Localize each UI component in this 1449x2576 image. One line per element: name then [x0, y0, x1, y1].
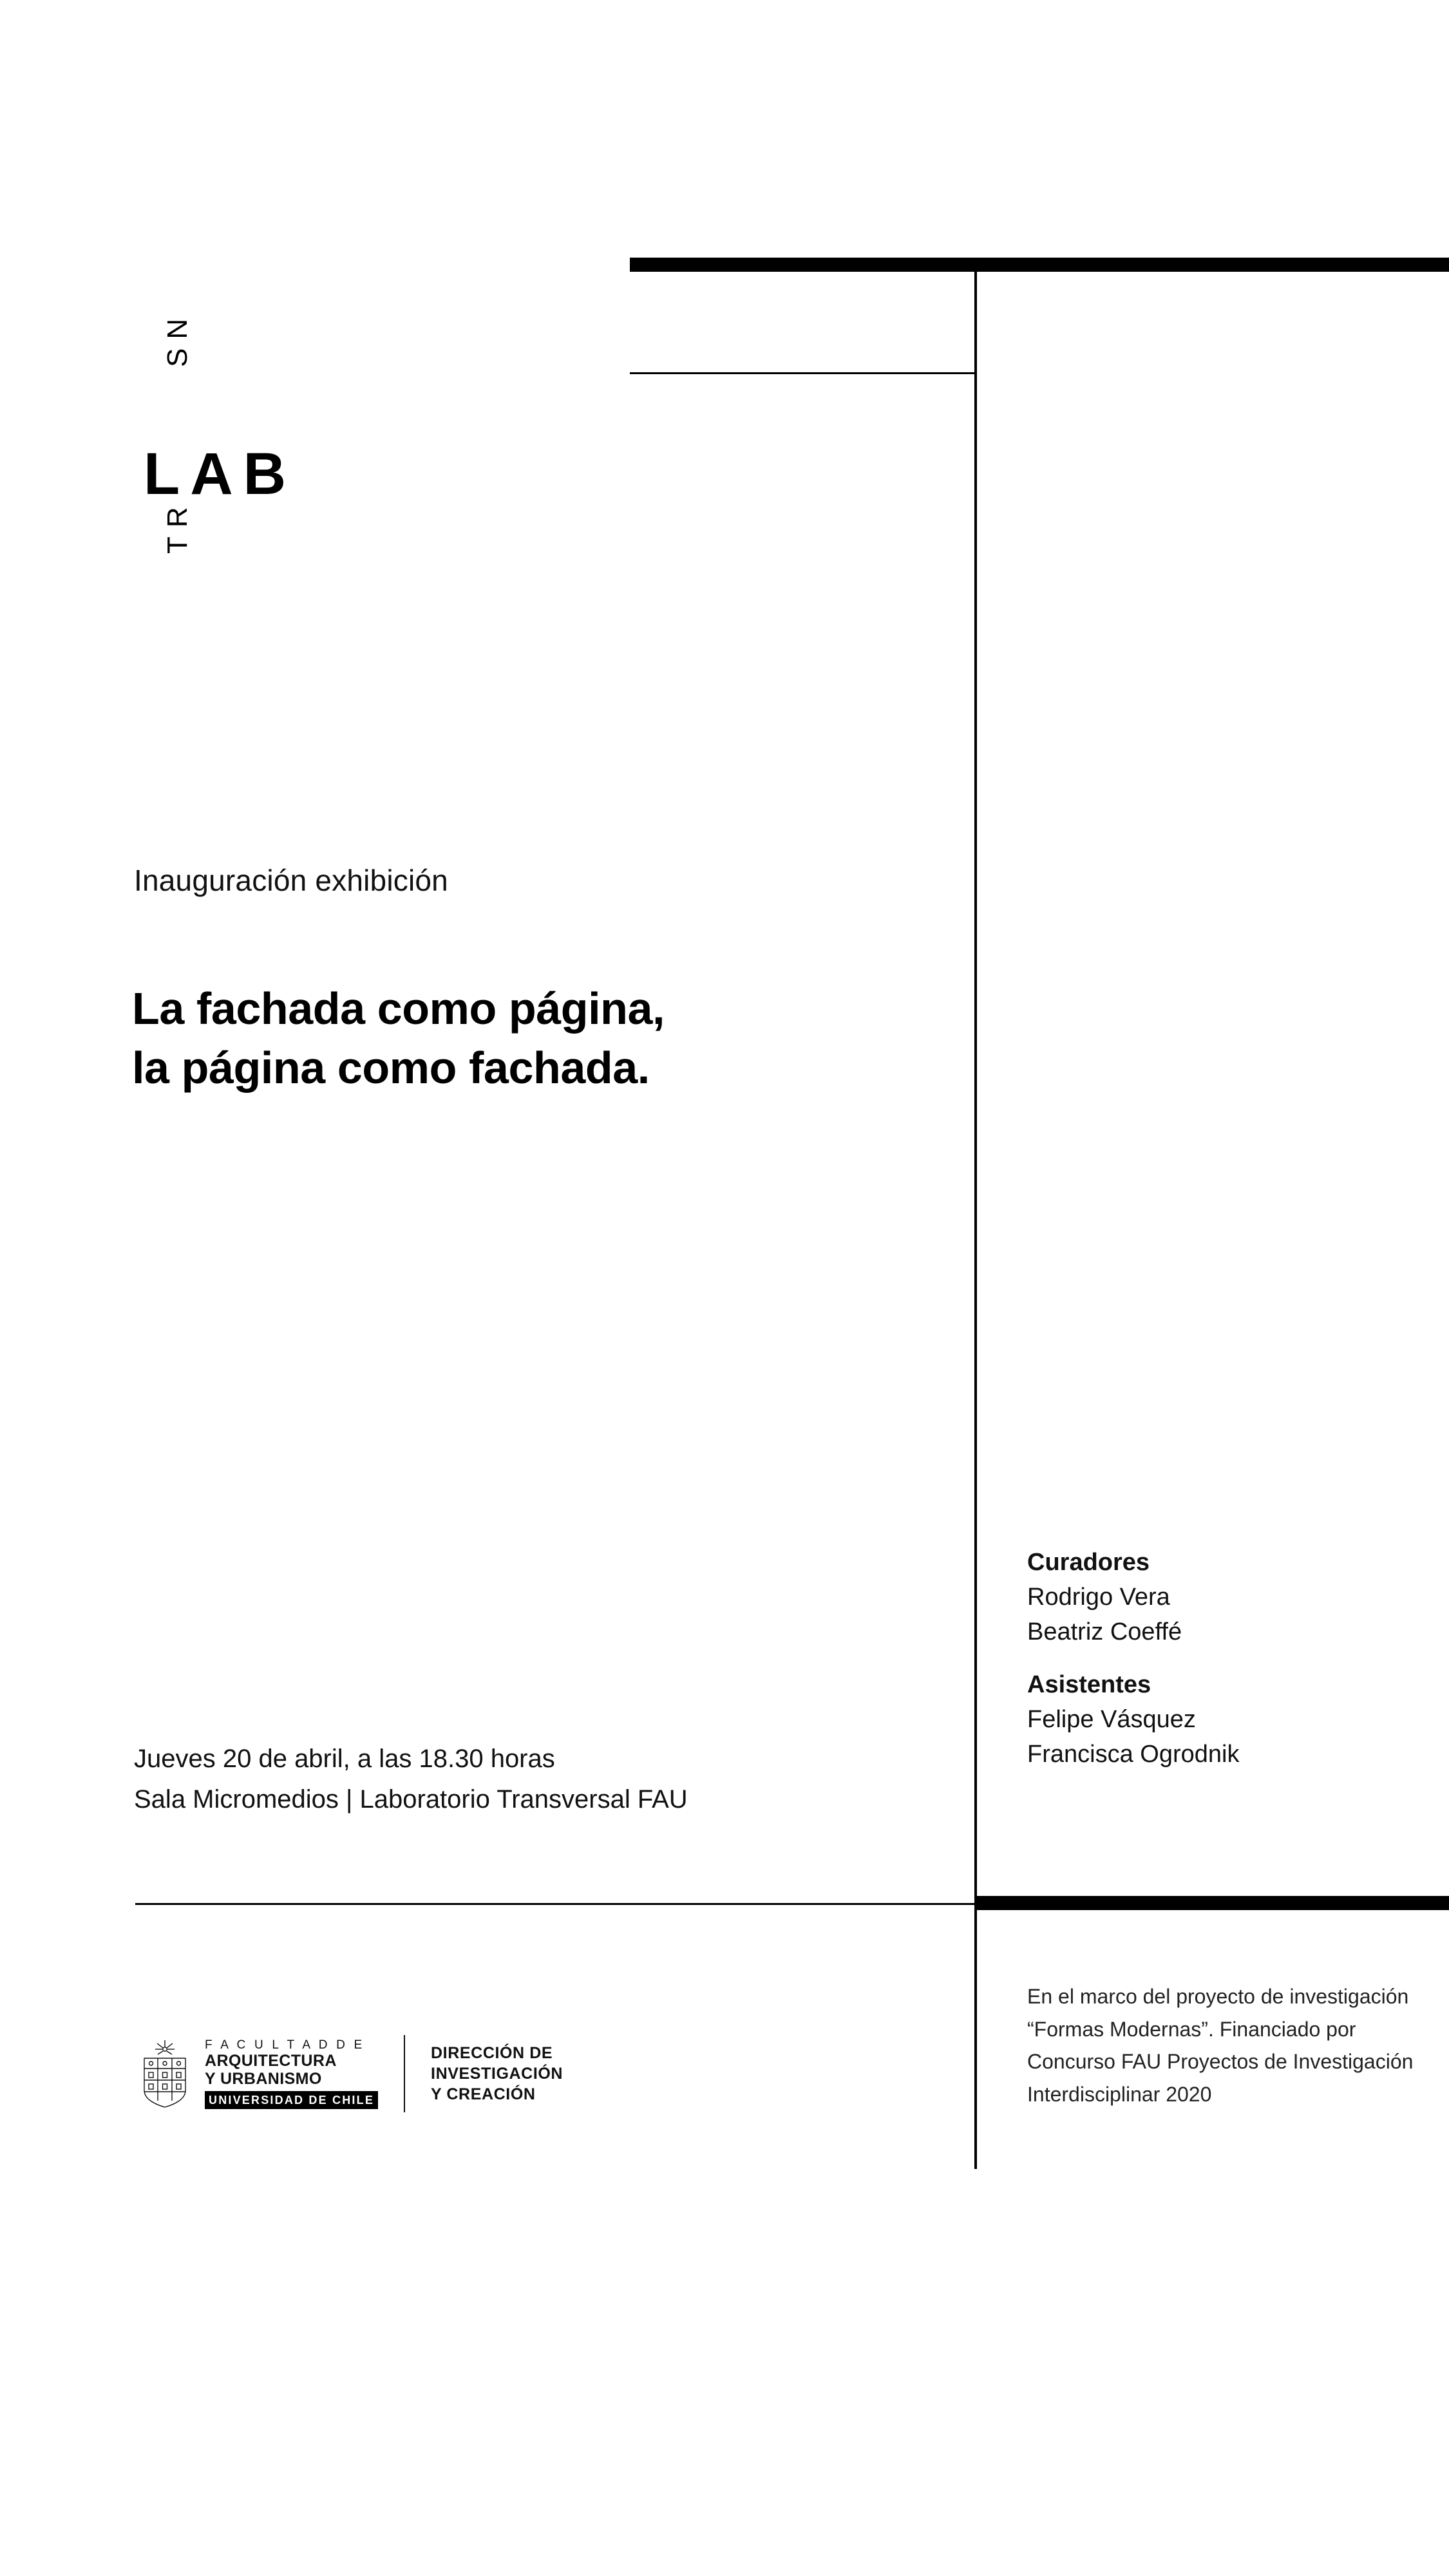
funding-note: En el marco del proyecto de investigación “Formas Modernas”. Financiado por Concurso FAU Proyectos de Investigación Interdisciplinar 2020	[1027, 1985, 1414, 2106]
university-crest-icon	[135, 2039, 194, 2108]
event-details	[134, 1739, 688, 1820]
event-venue: Sala Micromedios | Laboratorio Transversal FAU	[134, 1785, 688, 1814]
direccion-line-1: DIRECCIÓN DE	[431, 2044, 553, 2062]
bottom-thick-rule	[976, 1896, 1449, 1910]
direccion-line-2: INVESTIGACIÓN	[431, 2065, 564, 2083]
fau-logo	[135, 2038, 378, 2109]
credits-block	[1027, 1546, 1239, 1772]
credits-title-curadores: Curadores	[1027, 1549, 1150, 1576]
top-thin-rule	[630, 372, 976, 374]
headline-line-1: La fachada como página,	[132, 983, 665, 1034]
fau-line-1: F A C U L T A D D E	[205, 2038, 365, 2052]
logo-divider	[404, 2035, 405, 2112]
credits-name: Beatriz Coeffé	[1027, 1618, 1182, 1645]
headline-line-2: la página como fachada.	[132, 1043, 650, 1094]
translab-logo-lab: LAB	[144, 441, 297, 507]
direccion-line-3: Y CREACIÓN	[431, 2085, 536, 2103]
fau-line-3: Y URBANISMO	[205, 2070, 322, 2088]
translab-logo	[132, 309, 338, 592]
credits-title-asistentes: Asistentes	[1027, 1671, 1151, 1698]
vertical-rule	[974, 258, 977, 2169]
top-thick-rule	[630, 258, 1449, 272]
credits-name: Rodrigo Vera	[1027, 1583, 1170, 1611]
bottom-thin-rule	[135, 1903, 976, 1905]
credits-group-asistentes	[1027, 1668, 1239, 1772]
credits-name: Felipe Vásquez	[1027, 1705, 1196, 1733]
kicker-text: Inauguración exhibición	[134, 864, 448, 897]
direccion-wordmark	[431, 2043, 563, 2105]
fau-line-4: UNIVERSIDAD DE CHILE	[205, 2091, 378, 2109]
translab-logo-trans-top: SN	[162, 309, 193, 367]
fau-line-2: ARQUITECTURA	[205, 2052, 337, 2070]
translab-logo-trans-bottom: TR	[162, 498, 193, 554]
footer-logos	[135, 2035, 563, 2112]
credits-group-curadores	[1027, 1546, 1239, 1650]
event-date: Jueves 20 de abril, a las 18.30 horas	[134, 1745, 555, 1773]
fau-wordmark	[205, 2038, 378, 2109]
credits-name: Francisca Ogrodnik	[1027, 1740, 1240, 1768]
page-title	[132, 979, 665, 1098]
